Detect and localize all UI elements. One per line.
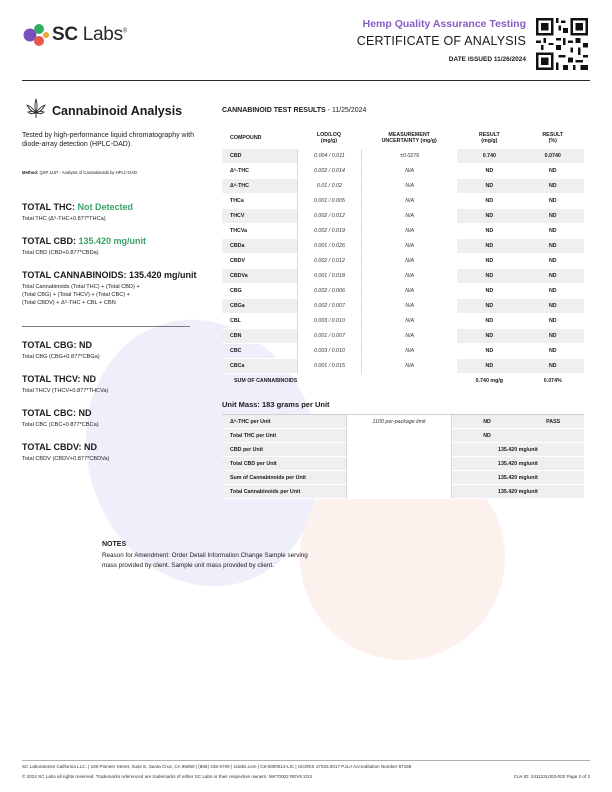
unit-label-cell: Sum of Cannabinoids per Unit (222, 471, 346, 485)
unit-value-cell: ND (452, 429, 523, 443)
result-mgg-cell: ND (457, 329, 521, 344)
table-header-row (222, 127, 584, 149)
compound-cell: Δ⁹-THC (222, 164, 297, 179)
qr-code-icon[interactable] (536, 18, 588, 70)
sum-row (222, 374, 584, 388)
compound-cell: CBDa (222, 239, 297, 254)
header-subtitle: Hemp Quality Assurance Testing (362, 18, 526, 30)
uncertainty-cell: N/A (361, 239, 457, 254)
uncertainty-cell: N/A (361, 254, 457, 269)
compound-cell: THCa (222, 194, 297, 209)
total-cannabinoids-formula-1: Total Cannabinoids (Total THC) + (Total CBD) + (22, 284, 140, 290)
header-title: CERTIFICATE OF ANALYSIS (356, 34, 526, 48)
result-pct-cell: ND (522, 299, 584, 314)
section-title: Cannabinoid Analysis (52, 104, 183, 118)
result-pct-cell: ND (522, 254, 584, 269)
lod-loq-cell: 0.004 / 0.011 (297, 149, 362, 164)
uncertainty-cell: N/A (361, 329, 457, 344)
unit-value-cell: ND (452, 415, 523, 429)
sum-pct: 0.074% (543, 378, 562, 384)
sum-mgg: 0.740 mg/g (475, 378, 504, 384)
unit-row (222, 429, 584, 443)
cannabinoid-results-table (222, 127, 584, 388)
unit-row (222, 471, 584, 485)
compound-cell: CBD (222, 149, 297, 164)
table-row (222, 194, 584, 209)
uncertainty-cell: N/A (361, 284, 457, 299)
compound-cell: CBC (222, 344, 297, 359)
unit-limit-cell (346, 457, 451, 471)
unit-limit-cell (346, 471, 451, 485)
sum-label: SUM OF CANNABINOIDS (234, 378, 298, 384)
compound-cell: Δ⁸-THC (222, 179, 297, 194)
unit-value-cell: 135.420 mg/unit (452, 471, 584, 485)
total-cbdv-label: TOTAL CBDV: ND (22, 442, 98, 452)
unit-limit-cell (346, 443, 451, 457)
lod-loq-cell: 0.002 / 0.006 (297, 284, 362, 299)
col-result-mgg: RESULT (mg/g) (478, 131, 500, 144)
result-mgg-cell: 0.740 (457, 149, 521, 164)
unit-row (222, 485, 584, 499)
result-mgg-cell: ND (457, 254, 521, 269)
unit-label-cell: Δ⁹-THC per Unit (222, 415, 346, 429)
result-pct-cell: ND (522, 359, 584, 374)
results-title: CANNABINOID TEST RESULTS - 11/25/2024 (222, 107, 367, 114)
col-compound: COMPOUND (230, 134, 262, 141)
table-row (222, 269, 584, 284)
result-mgg-cell: ND (457, 359, 521, 374)
method-reference: Method: QSP 1157 - Analysis of Cannabinoids by HPLC-DAD (22, 170, 138, 175)
table-row (222, 239, 584, 254)
compound-cell: CBCa (222, 359, 297, 374)
total-cbg-label: TOTAL CBG: ND (22, 340, 92, 350)
table-row (222, 299, 584, 314)
result-pct-cell: ND (522, 269, 584, 284)
result-mgg-cell: ND (457, 314, 521, 329)
left-divider (22, 326, 190, 327)
table-row (222, 164, 584, 179)
unit-value-cell: 135.420 mg/unit (452, 485, 584, 499)
unit-row (222, 457, 584, 471)
uncertainty-cell: N/A (361, 269, 457, 284)
result-mgg-cell: ND (457, 179, 521, 194)
lod-loq-cell: 0.01 / 0.02 (297, 179, 362, 194)
result-mgg-cell: ND (457, 299, 521, 314)
lod-loq-cell: 0.002 / 0.014 (297, 164, 362, 179)
table-row (222, 149, 584, 164)
unit-value-cell: 135.420 mg/unit (452, 457, 584, 471)
footer-address: SC Laboratories California LLC. | 100 Pioneer Street, Suite E, Santa Cruz, CA 95060 | (866) 435-0709 | sclabs.com | C8-0000013-LIC | ISO/IES 17025:2017 PJLA Accreditation Number 87168 (22, 764, 412, 769)
lod-loq-cell: 0.002 / 0.012 (297, 209, 362, 224)
compound-cell: CBG (222, 284, 297, 299)
result-mgg-cell: ND (457, 194, 521, 209)
lod-loq-cell: 0.003 / 0.010 (297, 344, 362, 359)
uncertainty-cell: N/A (361, 359, 457, 374)
uncertainty-cell: N/A (361, 164, 457, 179)
result-pct-cell: ND (522, 209, 584, 224)
uncertainty-cell: N/A (361, 314, 457, 329)
result-pct-cell: 0.0740 (522, 149, 584, 164)
compound-cell: CBGa (222, 299, 297, 314)
per-unit-table (222, 414, 584, 499)
lod-loq-cell: 0.002 / 0.007 (297, 299, 362, 314)
result-mgg-cell: ND (457, 224, 521, 239)
result-pct-cell: ND (522, 344, 584, 359)
unit-status-cell (522, 429, 584, 443)
uncertainty-cell: N/A (361, 194, 457, 209)
table-row (222, 344, 584, 359)
lod-loq-cell: 0.001 / 0.007 (297, 329, 362, 344)
notes-heading: NOTES (102, 541, 127, 548)
date-issued: DATE ISSUED 11/26/2024 (448, 56, 526, 63)
unit-status-cell: PASS (522, 415, 584, 429)
compound-cell: CBDVa (222, 269, 297, 284)
lod-loq-cell: 0.003 / 0.010 (297, 314, 362, 329)
table-row (222, 209, 584, 224)
header-divider (22, 80, 590, 81)
uncertainty-cell: N/A (361, 179, 457, 194)
logo-text: SC Labs® (52, 24, 127, 45)
notes-text: Reason for Amendment: Order Detail Information Change Sample serving mass provided by client. Sample unit mass provided by client. (102, 552, 308, 569)
compound-cell: THCV (222, 209, 297, 224)
compound-cell: CBDV (222, 254, 297, 269)
total-cannabinoids-formula-2: (Total CBG) + (Total THCV) + (Total CBC) + (22, 292, 130, 298)
unit-label-cell: Total THC per Unit (222, 429, 346, 443)
lod-loq-cell: 0.001 / 0.005 (297, 194, 362, 209)
total-thc-label: TOTAL THC: Not Detected (22, 202, 134, 212)
unit-mass-title: Unit Mass: 183 grams per Unit (222, 400, 330, 409)
table-row (222, 314, 584, 329)
unit-limit-cell: 1100 per-package limit (346, 415, 451, 429)
table-row (222, 254, 584, 269)
compound-cell: CBL (222, 314, 297, 329)
result-pct-cell: ND (522, 194, 584, 209)
table-row (222, 224, 584, 239)
footer-coa-id: CoA ID: 241122L003-002 Page 2 of 2 (513, 774, 590, 779)
total-cbdv-formula: Total CBDV (CBDV+0.877*CBDVa) (22, 456, 110, 462)
total-cbd-label: TOTAL CBD: 135.420 mg/unit (22, 236, 147, 246)
total-cbd-formula: Total CBD (CBD+0.877*CBDa) (22, 250, 99, 256)
result-mgg-cell: ND (457, 209, 521, 224)
col-result-pct: RESULT (%) (542, 131, 564, 144)
unit-limit-cell (346, 429, 451, 443)
uncertainty-cell: N/A (361, 224, 457, 239)
total-thc-formula: Total THC (Δ⁹-THC+0.877*THCa) (22, 216, 106, 222)
compound-cell: THCVa (222, 224, 297, 239)
result-pct-cell: ND (522, 314, 584, 329)
result-mgg-cell: ND (457, 344, 521, 359)
table-row (222, 329, 584, 344)
lod-loq-cell: 0.002 / 0.019 (297, 224, 362, 239)
lod-loq-cell: 0.002 / 0.012 (297, 254, 362, 269)
result-pct-cell: ND (522, 224, 584, 239)
uncertainty-cell: ±0.0276 (361, 149, 457, 164)
table-row (222, 284, 584, 299)
result-pct-cell: ND (522, 284, 584, 299)
sc-labs-logo-icon (22, 22, 50, 48)
method-description: Tested by high-performance liquid chromatography with diode-array detection (HPLC-DAD). (22, 132, 194, 148)
cannabis-leaf-icon (24, 96, 48, 120)
total-cbc-label: TOTAL CBC: ND (22, 408, 92, 418)
unit-limit-cell (346, 485, 451, 499)
compound-cell: CBN (222, 329, 297, 344)
col-lod-loq: LOD/LOQ (mg/g) (316, 131, 341, 144)
lod-loq-cell: 0.001 / 0.015 (297, 359, 362, 374)
result-pct-cell: ND (522, 179, 584, 194)
footer-copyright: © 2024 SC Labs all rights reserved. Trademarks referenced are trademarks of either SC Labs or their respective owners. MKT0002 REV9 2/22 (22, 774, 313, 779)
footer-divider (22, 760, 590, 761)
uncertainty-cell: N/A (361, 209, 457, 224)
col-uncertainty: MEASUREMENT UNCERTAINTY (mg/g) (381, 131, 437, 144)
result-mgg-cell: ND (457, 239, 521, 254)
result-mgg-cell: ND (457, 164, 521, 179)
unit-label-cell: Total CBD per Unit (222, 457, 346, 471)
unit-row (222, 415, 584, 429)
total-cbc-formula: Total CBC (CBC+0.877*CBCa) (22, 422, 99, 428)
unit-value-cell: 135.420 mg/unit (452, 443, 584, 457)
table-row (222, 359, 584, 374)
result-pct-cell: ND (522, 239, 584, 254)
table-row (222, 179, 584, 194)
lod-loq-cell: 0.001 / 0.018 (297, 269, 362, 284)
result-mgg-cell: ND (457, 269, 521, 284)
result-pct-cell: ND (522, 329, 584, 344)
result-mgg-cell: ND (457, 284, 521, 299)
unit-row (222, 443, 584, 457)
total-cbg-formula: Total CBG (CBG+0.877*CBGa) (22, 354, 100, 360)
total-cannabinoids-formula-3: (Total CBDV) + Δ⁹-THC + CBL + CBN (22, 300, 116, 306)
total-thcv-label: TOTAL THCV: ND (22, 374, 96, 384)
unit-label-cell: Total Cannabinoids per Unit (222, 485, 346, 499)
lod-loq-cell: 0.001 / 0.026 (297, 239, 362, 254)
uncertainty-cell: N/A (361, 299, 457, 314)
uncertainty-cell: N/A (361, 344, 457, 359)
total-thcv-formula: Total THCV (THCV+0.877*THCVa) (22, 388, 109, 394)
unit-label-cell: CBD per Unit (222, 443, 346, 457)
result-pct-cell: ND (522, 164, 584, 179)
total-cannabinoids-label: TOTAL CANNABINOIDS: 135.420 mg/unit (22, 270, 197, 280)
